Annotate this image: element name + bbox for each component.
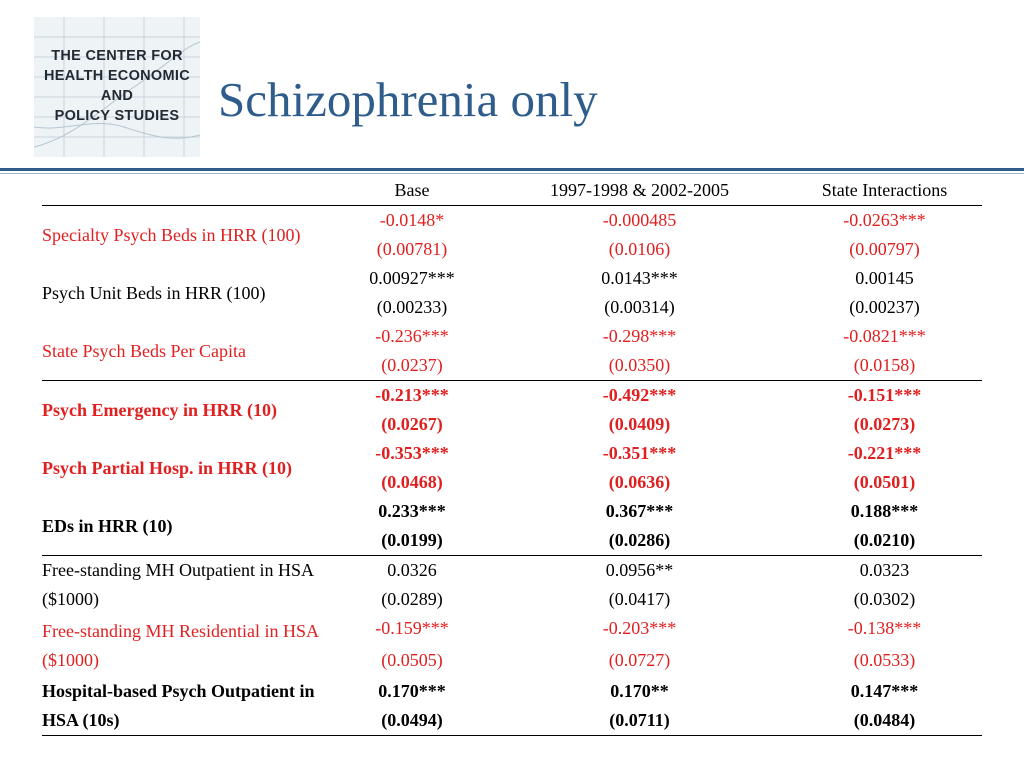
se-cell: (0.0494) <box>332 706 492 736</box>
se-cell: (0.00237) <box>849 297 920 317</box>
coef-cell: -0.0263*** <box>843 210 926 230</box>
coef-cell: -0.203*** <box>602 618 677 638</box>
logo-line-3: AND <box>100 88 134 104</box>
slide-title: Schizophrenia only <box>218 72 598 127</box>
se-cell: (0.0468) <box>381 472 443 492</box>
column-header-base: Base <box>332 176 492 206</box>
table-row <box>42 439 982 468</box>
coef-cell: 0.0956** <box>605 560 674 580</box>
se-cell: (0.0210) <box>787 526 982 556</box>
table-row <box>42 556 982 586</box>
coef-cell: 0.0323 <box>859 560 910 580</box>
table-row <box>42 264 982 293</box>
se-cell: (0.0289) <box>381 589 443 609</box>
coef-cell: -0.0148* <box>379 210 445 230</box>
coef-cell: -0.138*** <box>847 618 922 638</box>
se-cell: (0.0302) <box>853 589 916 609</box>
regression-table <box>42 176 982 736</box>
logo-line-1: THE CENTER FOR <box>51 48 183 64</box>
center-logo <box>34 17 200 157</box>
coef-cell: 0.367*** <box>605 501 674 521</box>
se-cell: (0.0409) <box>608 414 671 434</box>
coef-cell: 0.147*** <box>850 681 919 701</box>
se-cell: (0.00797) <box>849 239 920 259</box>
coef-cell: -0.353*** <box>375 443 449 463</box>
se-cell: (0.0636) <box>608 472 671 492</box>
se-cell: (0.0237) <box>332 351 492 381</box>
row-label: EDs in HRR (10) <box>42 497 332 556</box>
coef-cell: 0.00927*** <box>369 268 455 288</box>
table-row <box>42 322 982 351</box>
row-label: Hospital-based Psych Outpatient in HSA (10s) <box>42 677 332 736</box>
row-label: Psych Partial Hosp. in HRR (10) <box>42 457 292 478</box>
se-cell: (0.0505) <box>381 650 443 670</box>
row-label: State Psych Beds Per Capita <box>42 322 332 381</box>
coef-cell: -0.236*** <box>375 326 449 346</box>
column-header-state-interactions: State Interactions <box>787 176 982 206</box>
table-row <box>42 206 982 236</box>
column-header-years: 1997-1998 & 2002-2005 <box>492 176 787 206</box>
coef-cell: 0.170** <box>610 681 669 701</box>
logo-line-2: HEALTH ECONOMIC <box>43 68 190 84</box>
row-label: Free-standing MH Residential in HSA ($1000) <box>42 620 318 670</box>
table-row <box>42 381 982 411</box>
row-label: Psych Unit Beds in HRR (100) <box>42 282 266 303</box>
title-divider <box>0 168 1024 171</box>
coef-cell: 0.188*** <box>850 501 919 521</box>
se-cell: (0.0711) <box>492 706 787 736</box>
title-divider-thin <box>0 173 1024 174</box>
logo-line-4: POLICY STUDIES <box>54 108 180 124</box>
se-cell: (0.0533) <box>853 650 916 670</box>
coef-cell: 0.170*** <box>378 681 446 701</box>
se-cell: (0.0106) <box>608 239 671 259</box>
coef-cell: -0.000485 <box>602 210 677 230</box>
se-cell: (0.00314) <box>604 297 675 317</box>
se-cell: (0.0267) <box>381 414 443 434</box>
se-cell: (0.0199) <box>332 526 492 556</box>
se-cell: (0.0727) <box>608 650 671 670</box>
coef-cell: -0.159*** <box>375 618 449 638</box>
table-row <box>42 614 982 643</box>
coef-cell: -0.492*** <box>602 385 677 405</box>
se-cell: (0.0417) <box>608 589 671 609</box>
coef-cell: 0.0143*** <box>601 268 678 288</box>
table-row <box>42 497 982 526</box>
se-cell: (0.0350) <box>492 351 787 381</box>
coef-cell: -0.151*** <box>847 385 922 405</box>
coef-cell: -0.221*** <box>847 443 922 463</box>
coef-cell: -0.298*** <box>602 326 677 346</box>
se-cell: (0.0484) <box>787 706 982 736</box>
se-cell: (0.00781) <box>376 239 448 259</box>
se-cell: (0.0158) <box>787 351 982 381</box>
column-header-label <box>42 176 332 206</box>
coef-cell: 0.00145 <box>855 268 914 288</box>
row-label: Free-standing MH Outpatient in HSA ($1000) <box>42 560 313 609</box>
row-label: Specialty Psych Beds in HRR (100) <box>42 224 301 245</box>
coef-cell: 0.0326 <box>387 560 437 580</box>
se-cell: (0.0501) <box>853 472 916 492</box>
se-cell: (0.0286) <box>492 526 787 556</box>
coef-cell: -0.351*** <box>602 443 677 463</box>
row-label: Psych Emergency in HRR (10) <box>42 399 277 420</box>
table-header-row <box>42 176 982 206</box>
coef-cell: 0.233*** <box>378 501 446 521</box>
table-row <box>42 677 982 706</box>
se-cell: (0.00233) <box>376 297 448 317</box>
coef-cell: -0.0821*** <box>843 326 926 346</box>
se-cell: (0.0273) <box>853 414 916 434</box>
coef-cell: -0.213*** <box>375 385 449 405</box>
